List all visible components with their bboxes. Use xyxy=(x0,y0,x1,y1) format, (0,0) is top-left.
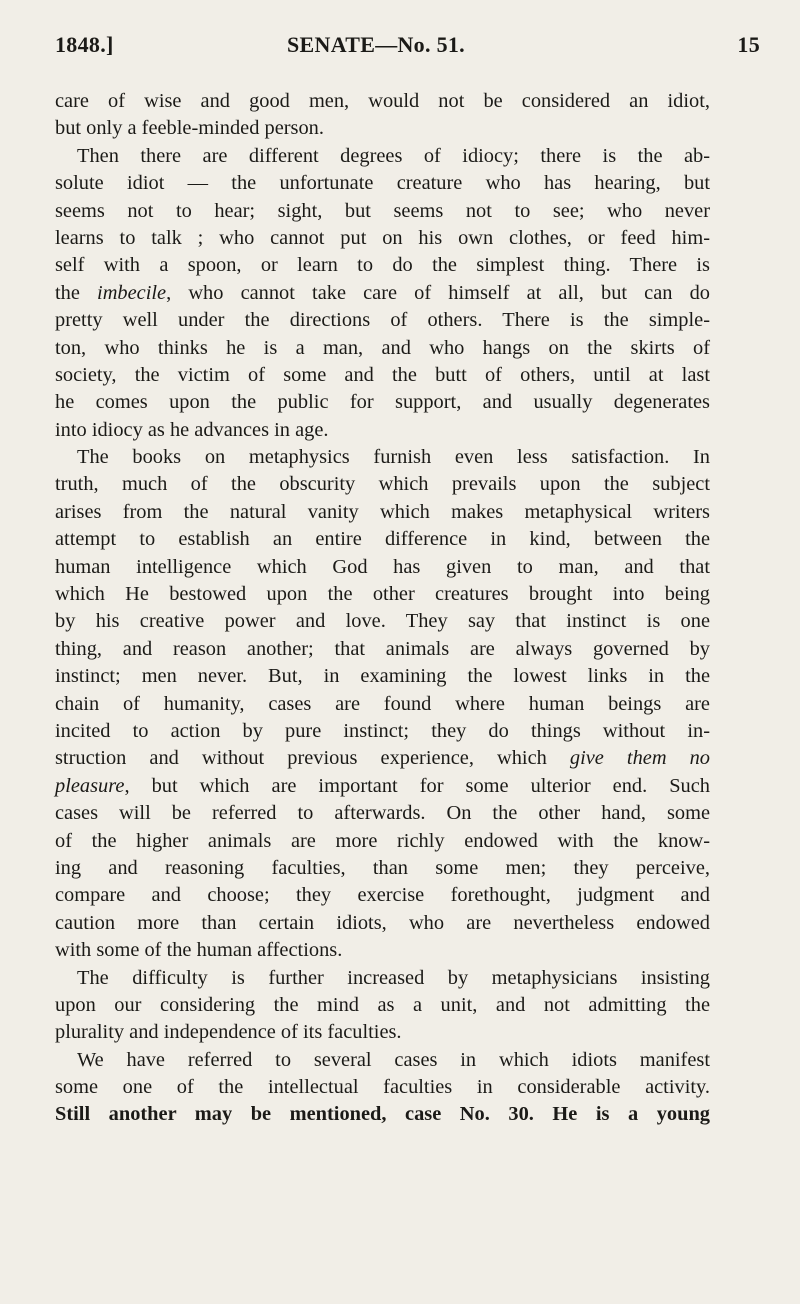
paragraph-2 xyxy=(55,143,710,444)
text-line: into idiocy as he advances in age. xyxy=(55,418,329,441)
text-line: cases will be referred to afterwards. On the other hand, some xyxy=(55,802,710,825)
text-line: which He bestowed upon the other creatures brought into being xyxy=(55,583,710,606)
text-line: thing, and reason another; that animals are always governed by xyxy=(55,637,710,660)
body-text xyxy=(55,88,710,1129)
text-line: plurality and independence of its faculties. xyxy=(55,1021,402,1044)
text-line: with some of the human affections. xyxy=(55,939,343,962)
text-line: The books on metaphysics furnish even less satisfaction. In xyxy=(77,446,710,469)
text-line: self with a spoon, or learn to do the simplest thing. There is xyxy=(55,254,710,277)
italic-phrase: imbecile xyxy=(97,281,167,304)
text-line: care of wise and good men, would not be considered an idiot, xyxy=(55,90,710,112)
text-line: instinct; men never. But, in examining the lowest links in the xyxy=(55,665,710,688)
italic-phrase: give them no xyxy=(569,747,710,770)
text-line: We have referred to several cases in which idiots manifest xyxy=(77,1048,710,1071)
text-line: chain of humanity, cases are found where human beings are xyxy=(55,692,710,715)
text-line: incited to action by pure instinct; they do things without in- xyxy=(55,719,710,742)
text-line: Then there are different degrees of idiocy; there is the ab- xyxy=(77,144,710,167)
text-line: by his creative power and love. They say that instinct is one xyxy=(55,610,710,633)
text-line: Still another may be mentioned, case No. 30. He is a young xyxy=(55,1103,710,1126)
running-head xyxy=(55,32,760,64)
text-line-with-italic: pleasure, but which are important for some ulterior end. Such xyxy=(55,774,710,797)
text-line: upon our considering the mind as a unit, and not admitting the xyxy=(55,993,710,1016)
page-number: 15 xyxy=(737,32,760,57)
text-line: seems not to hear; sight, but seems not to see; who never xyxy=(55,199,710,222)
text-line: some one of the intellectual faculties in considerable activity. xyxy=(55,1076,710,1099)
text-line: arises from the natural vanity which makes metaphysical writers xyxy=(55,500,710,523)
text-line: pretty well under the directions of others. There is the simple- xyxy=(55,309,710,332)
text-line: ing and reasoning faculties, than some men; they perceive, xyxy=(55,856,710,879)
italic-phrase: pleasure xyxy=(55,774,125,797)
paragraph-3 xyxy=(55,444,710,964)
header-year: 1848.] xyxy=(55,32,114,57)
text-line: attempt to establish an entire difference in kind, between the xyxy=(55,528,710,551)
paragraph-5 xyxy=(55,1047,710,1129)
text-line: The difficulty is further increased by metaphysicians insisting xyxy=(77,966,710,989)
paragraph-1 xyxy=(55,88,710,143)
header-title: SENATE—No. 51. xyxy=(287,32,465,57)
paragraph-4 xyxy=(55,965,710,1047)
text-line: compare and choose; they exercise forethought, judgment and xyxy=(55,884,710,907)
text-line: solute idiot — the unfortunate creature who has hearing, but xyxy=(55,172,710,195)
text-line: he comes upon the public for support, and usually degenerates xyxy=(55,391,710,414)
text-line-with-italic: the imbecile, who cannot take care of himself at all, but can do xyxy=(55,281,710,304)
text-line-with-italic: struction and without previous experience, which give them no xyxy=(55,747,710,770)
text-line: of the higher animals are more richly endowed with the know- xyxy=(55,829,710,852)
text-line: human intelligence which God has given to man, and that xyxy=(55,555,710,578)
text-line: caution more than certain idiots, who are nevertheless endowed xyxy=(55,911,710,934)
text-line: learns to talk ; who cannot put on his own clothes, or feed him- xyxy=(55,226,710,249)
text-line: society, the victim of some and the butt of others, until at last xyxy=(55,363,710,386)
text-line: ton, who thinks he is a man, and who hangs on the skirts of xyxy=(55,336,710,359)
text-line: but only a feeble-minded person. xyxy=(55,117,324,140)
text-line: truth, much of the obscurity which prevails upon the subject xyxy=(55,473,710,496)
